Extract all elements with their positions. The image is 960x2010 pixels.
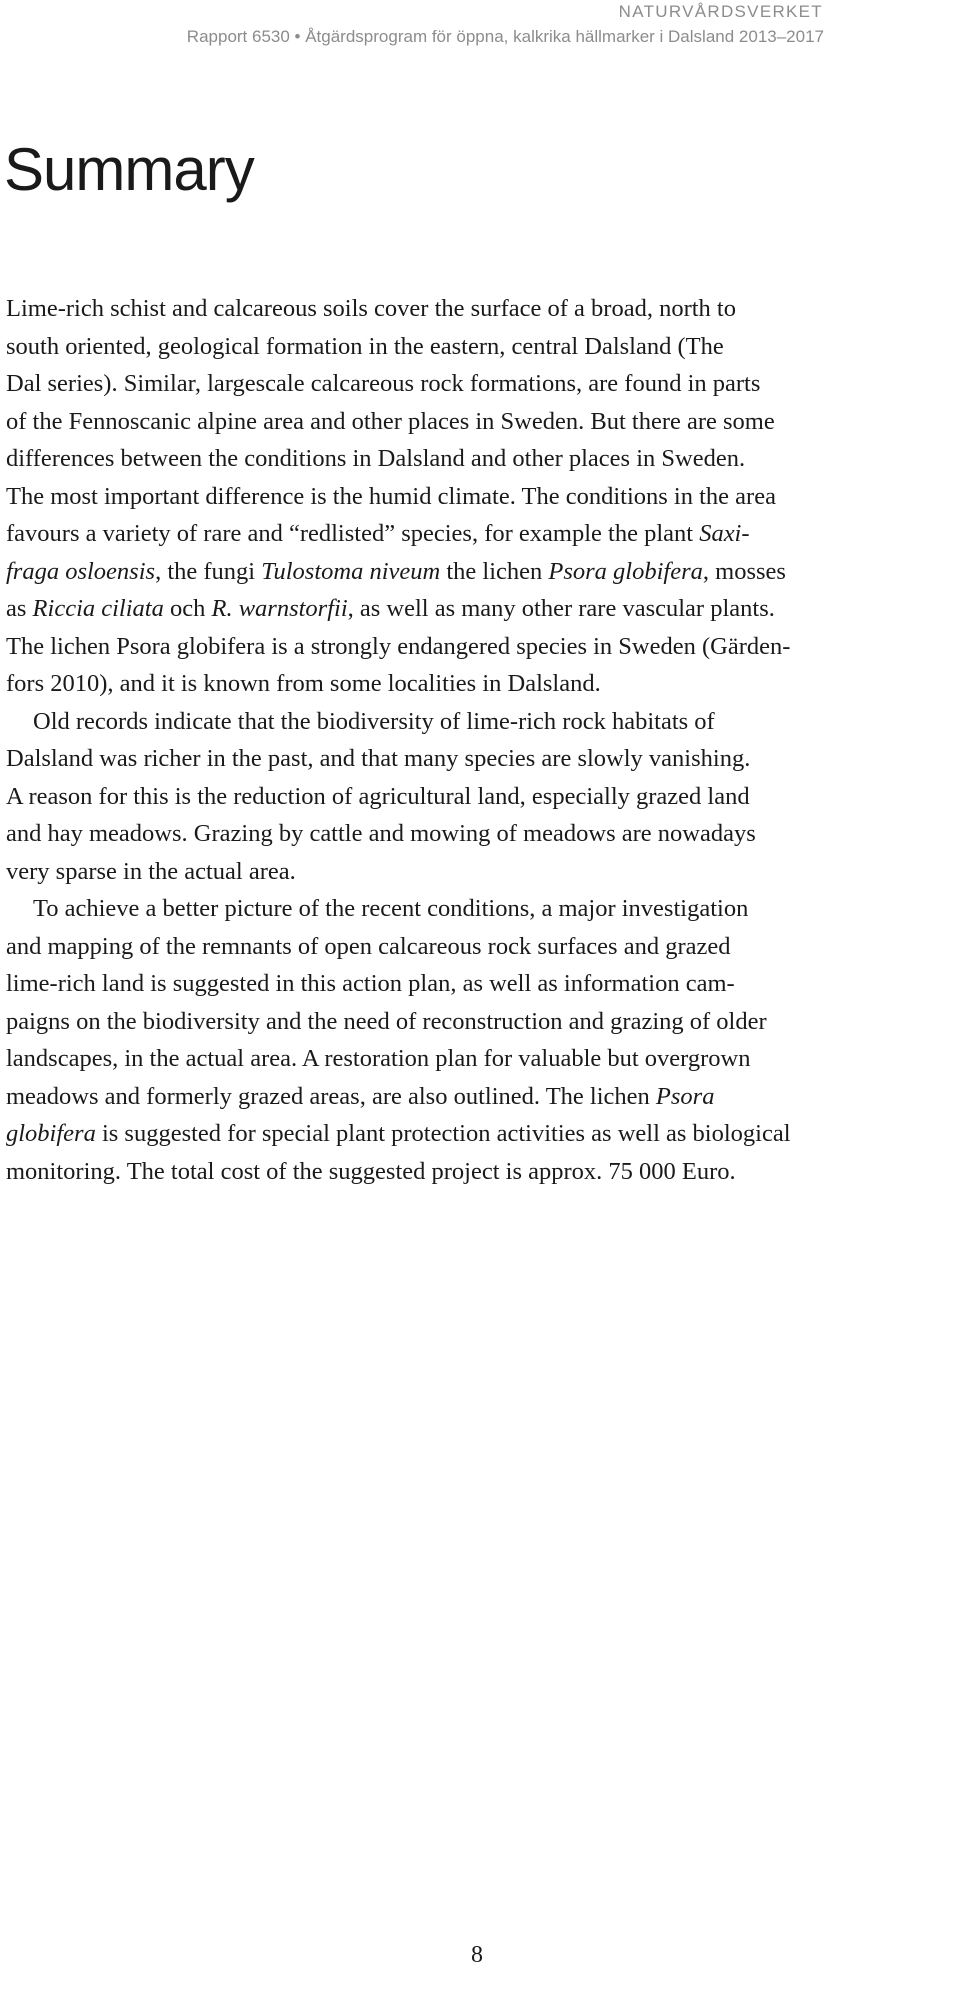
header-organization: NATURVÅRDSVERKET xyxy=(618,2,823,21)
paragraph-3 xyxy=(6,890,958,1190)
text-line: Dalsland was richer in the past, and that many species are slowly vanishing. xyxy=(6,745,751,772)
paragraph-2 xyxy=(6,703,958,891)
species-name: fraga osloensis xyxy=(6,557,156,585)
species-name: Tulostoma niveum xyxy=(261,557,441,585)
species-name: Riccia ciliata xyxy=(32,595,164,622)
text-line: To achieve a better picture of the recent conditions, a major investigation xyxy=(33,895,749,922)
text-line: landscapes, in the actual area. A restoration plan for valuable but overgrown xyxy=(6,1045,751,1072)
text-line: The lichen Psora globifera is a strongly endangered species in Sweden (Gärden- xyxy=(6,632,791,660)
page-title: Summary xyxy=(4,136,254,203)
text-line: Dal series). Similar, largescale calcareous rock formations, are found in parts xyxy=(6,370,761,397)
species-name: Psora globifera xyxy=(548,557,703,585)
text-line: and mapping of the remnants of open calcareous rock surfaces and grazed xyxy=(6,932,731,960)
species-name: globifera xyxy=(6,1120,96,1147)
text-line: paigns on the biodiversity and the need of reconstruction and grazing of older xyxy=(6,1007,767,1035)
header-report-title: Rapport 6530 • Åtgärdsprogram för öppna, kalkrika hällmarker i Dalsland 2013–2017 xyxy=(186,27,824,46)
text-line: meadows and formerly grazed areas, are also outlined. The lichen Psora xyxy=(6,1082,715,1110)
text-line: lime-rich land is suggested in this action plan, as well as information cam- xyxy=(6,970,735,997)
text-line: Lime-rich schist and calcareous soils cover the surface of a broad, north to xyxy=(6,295,736,322)
text-line: Old records indicate that the biodiversity of lime-rich rock habitats of xyxy=(33,707,715,735)
text-line: as Riccia ciliata och R. warnstorfii, as well as many other rare vascular plants. xyxy=(6,595,775,622)
text-line: A reason for this is the reduction of agricultural land, especially grazed land xyxy=(6,782,750,810)
text-line: very sparse in the actual area. xyxy=(6,857,296,885)
species-name: Saxi- xyxy=(699,520,750,547)
text-line: of the Fennoscanic alpine area and other places in Sweden. But there are some xyxy=(6,407,775,435)
text-line: monitoring. The total cost of the suggested project is approx. 75 000 Euro. xyxy=(6,1157,736,1185)
text-line: fraga osloensis, the fungi Tulostoma niveum the lichen Psora globifera, mosses xyxy=(6,557,786,585)
text-line: south oriented, geological formation in the eastern, central Dalsland (The xyxy=(6,332,724,360)
species-name: Psora xyxy=(655,1082,715,1110)
text-line: favours a variety of rare and “redlisted” species, for example the plant Saxi- xyxy=(6,520,750,547)
text-line: and hay meadows. Grazing by cattle and mowing of meadows are nowadays xyxy=(6,820,756,847)
species-name: R. warnstorfii xyxy=(211,595,348,622)
summary-body xyxy=(6,290,958,1190)
page-number: 8 xyxy=(471,1942,483,1968)
paragraph-1 xyxy=(6,290,958,703)
text-line: differences between the conditions in Dalsland and other places in Sweden. xyxy=(6,445,746,472)
text-line: fors 2010), and it is known from some localities in Dalsland. xyxy=(6,670,601,697)
text-line: globifera is suggested for special plant protection activities as well as biological xyxy=(6,1120,791,1147)
text-line: The most important difference is the humid climate. The conditions in the area xyxy=(6,482,776,510)
